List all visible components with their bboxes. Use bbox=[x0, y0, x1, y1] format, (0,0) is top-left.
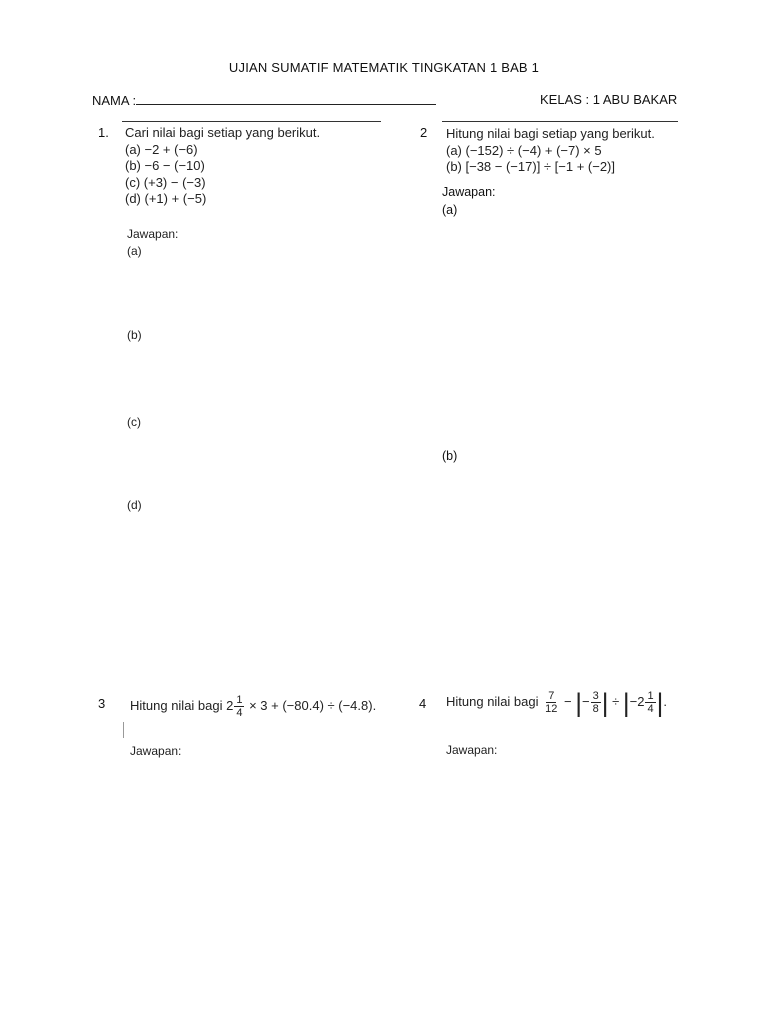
divider-left bbox=[122, 121, 381, 122]
q4-number: 4 bbox=[419, 696, 427, 711]
q2-answer-b[interactable]: (b) bbox=[442, 449, 458, 463]
name-field[interactable] bbox=[92, 92, 436, 108]
q2-item-b: (b) [−38 − (−17)] ÷ [−1 + (−2)] bbox=[446, 159, 615, 174]
text-cursor bbox=[123, 722, 124, 738]
q4-fraction-3: $\frac{1}{4}$ bbox=[647, 690, 654, 715]
document-title: UJIAN SUMATIF MATEMATIK TINGKATAN 1 BAB 1 bbox=[228, 60, 540, 75]
q1-item-c: (c) (+3) − (−3) bbox=[125, 174, 206, 190]
class-label: KELAS : 1 ABU BAKAR bbox=[540, 92, 678, 107]
q3-number: 3 bbox=[98, 696, 106, 711]
q2-item-a: (a) (−152) ÷ (−4) + (−7) × 5 bbox=[446, 142, 602, 158]
q4-fraction-1: $\frac{7}{12}$ bbox=[545, 690, 558, 715]
q3-answer-label: Jawapan: bbox=[130, 744, 182, 758]
q3-fraction: $\frac{1}{4}$ bbox=[236, 694, 243, 719]
q1-number: 1. bbox=[98, 125, 109, 140]
q2-answer-a[interactable]: (a) bbox=[442, 203, 458, 217]
q1-item-a: (a) −2 + (−6) bbox=[125, 141, 198, 157]
q1-answer-c[interactable]: (c) bbox=[127, 415, 141, 429]
q1-answer-d[interactable]: (d) bbox=[127, 498, 142, 512]
divider-right bbox=[442, 121, 678, 122]
q2-number: 2 bbox=[420, 125, 428, 140]
q1-item-b: (b) −6 − (−10) bbox=[125, 158, 205, 173]
q3-prompt-end: × 3 + (−80.4) ÷ (−4.8). bbox=[245, 697, 377, 713]
name-label: NAMA : bbox=[92, 93, 137, 108]
q4-prompt-start: Hitung nilai bagi bbox=[446, 694, 539, 710]
q1-answer-label: Jawapan: bbox=[127, 227, 179, 241]
q4-fraction-2: $\frac{3}{8}$ bbox=[592, 690, 599, 715]
q2-block bbox=[446, 126, 655, 176]
q4-answer-label: Jawapan: bbox=[446, 743, 498, 757]
q4-divide: ÷ bbox=[612, 694, 620, 710]
q1-item-d: (d) (+1) + (−5) bbox=[125, 191, 207, 206]
q2-prompt: Hitung nilai bagi setiap yang berikut. bbox=[446, 126, 655, 141]
q1-prompt: Cari nilai bagi setiap yang berikut. bbox=[125, 125, 321, 140]
q3-prompt-start: Hitung nilai bagi 2 bbox=[130, 697, 234, 713]
q4-minus: − bbox=[564, 694, 572, 710]
q4-neg: − bbox=[582, 694, 590, 710]
q4-mixed-whole: −2 bbox=[629, 694, 645, 710]
q1-answer-b[interactable]: (b) bbox=[127, 328, 142, 342]
q1-answer-a[interactable]: (a) bbox=[127, 244, 142, 258]
q1-block bbox=[125, 125, 320, 208]
q2-answer-label: Jawapan: bbox=[442, 185, 496, 199]
name-underline bbox=[136, 92, 436, 105]
q3-prompt bbox=[130, 694, 376, 719]
q4-prompt: Hitung nilai bagi $\frac{7}{12}$ − |− $\frac{3}{8}$ | ÷ |−2 $\frac{1}{4}$ |. bbox=[446, 687, 667, 718]
q4-end: . bbox=[663, 694, 667, 710]
